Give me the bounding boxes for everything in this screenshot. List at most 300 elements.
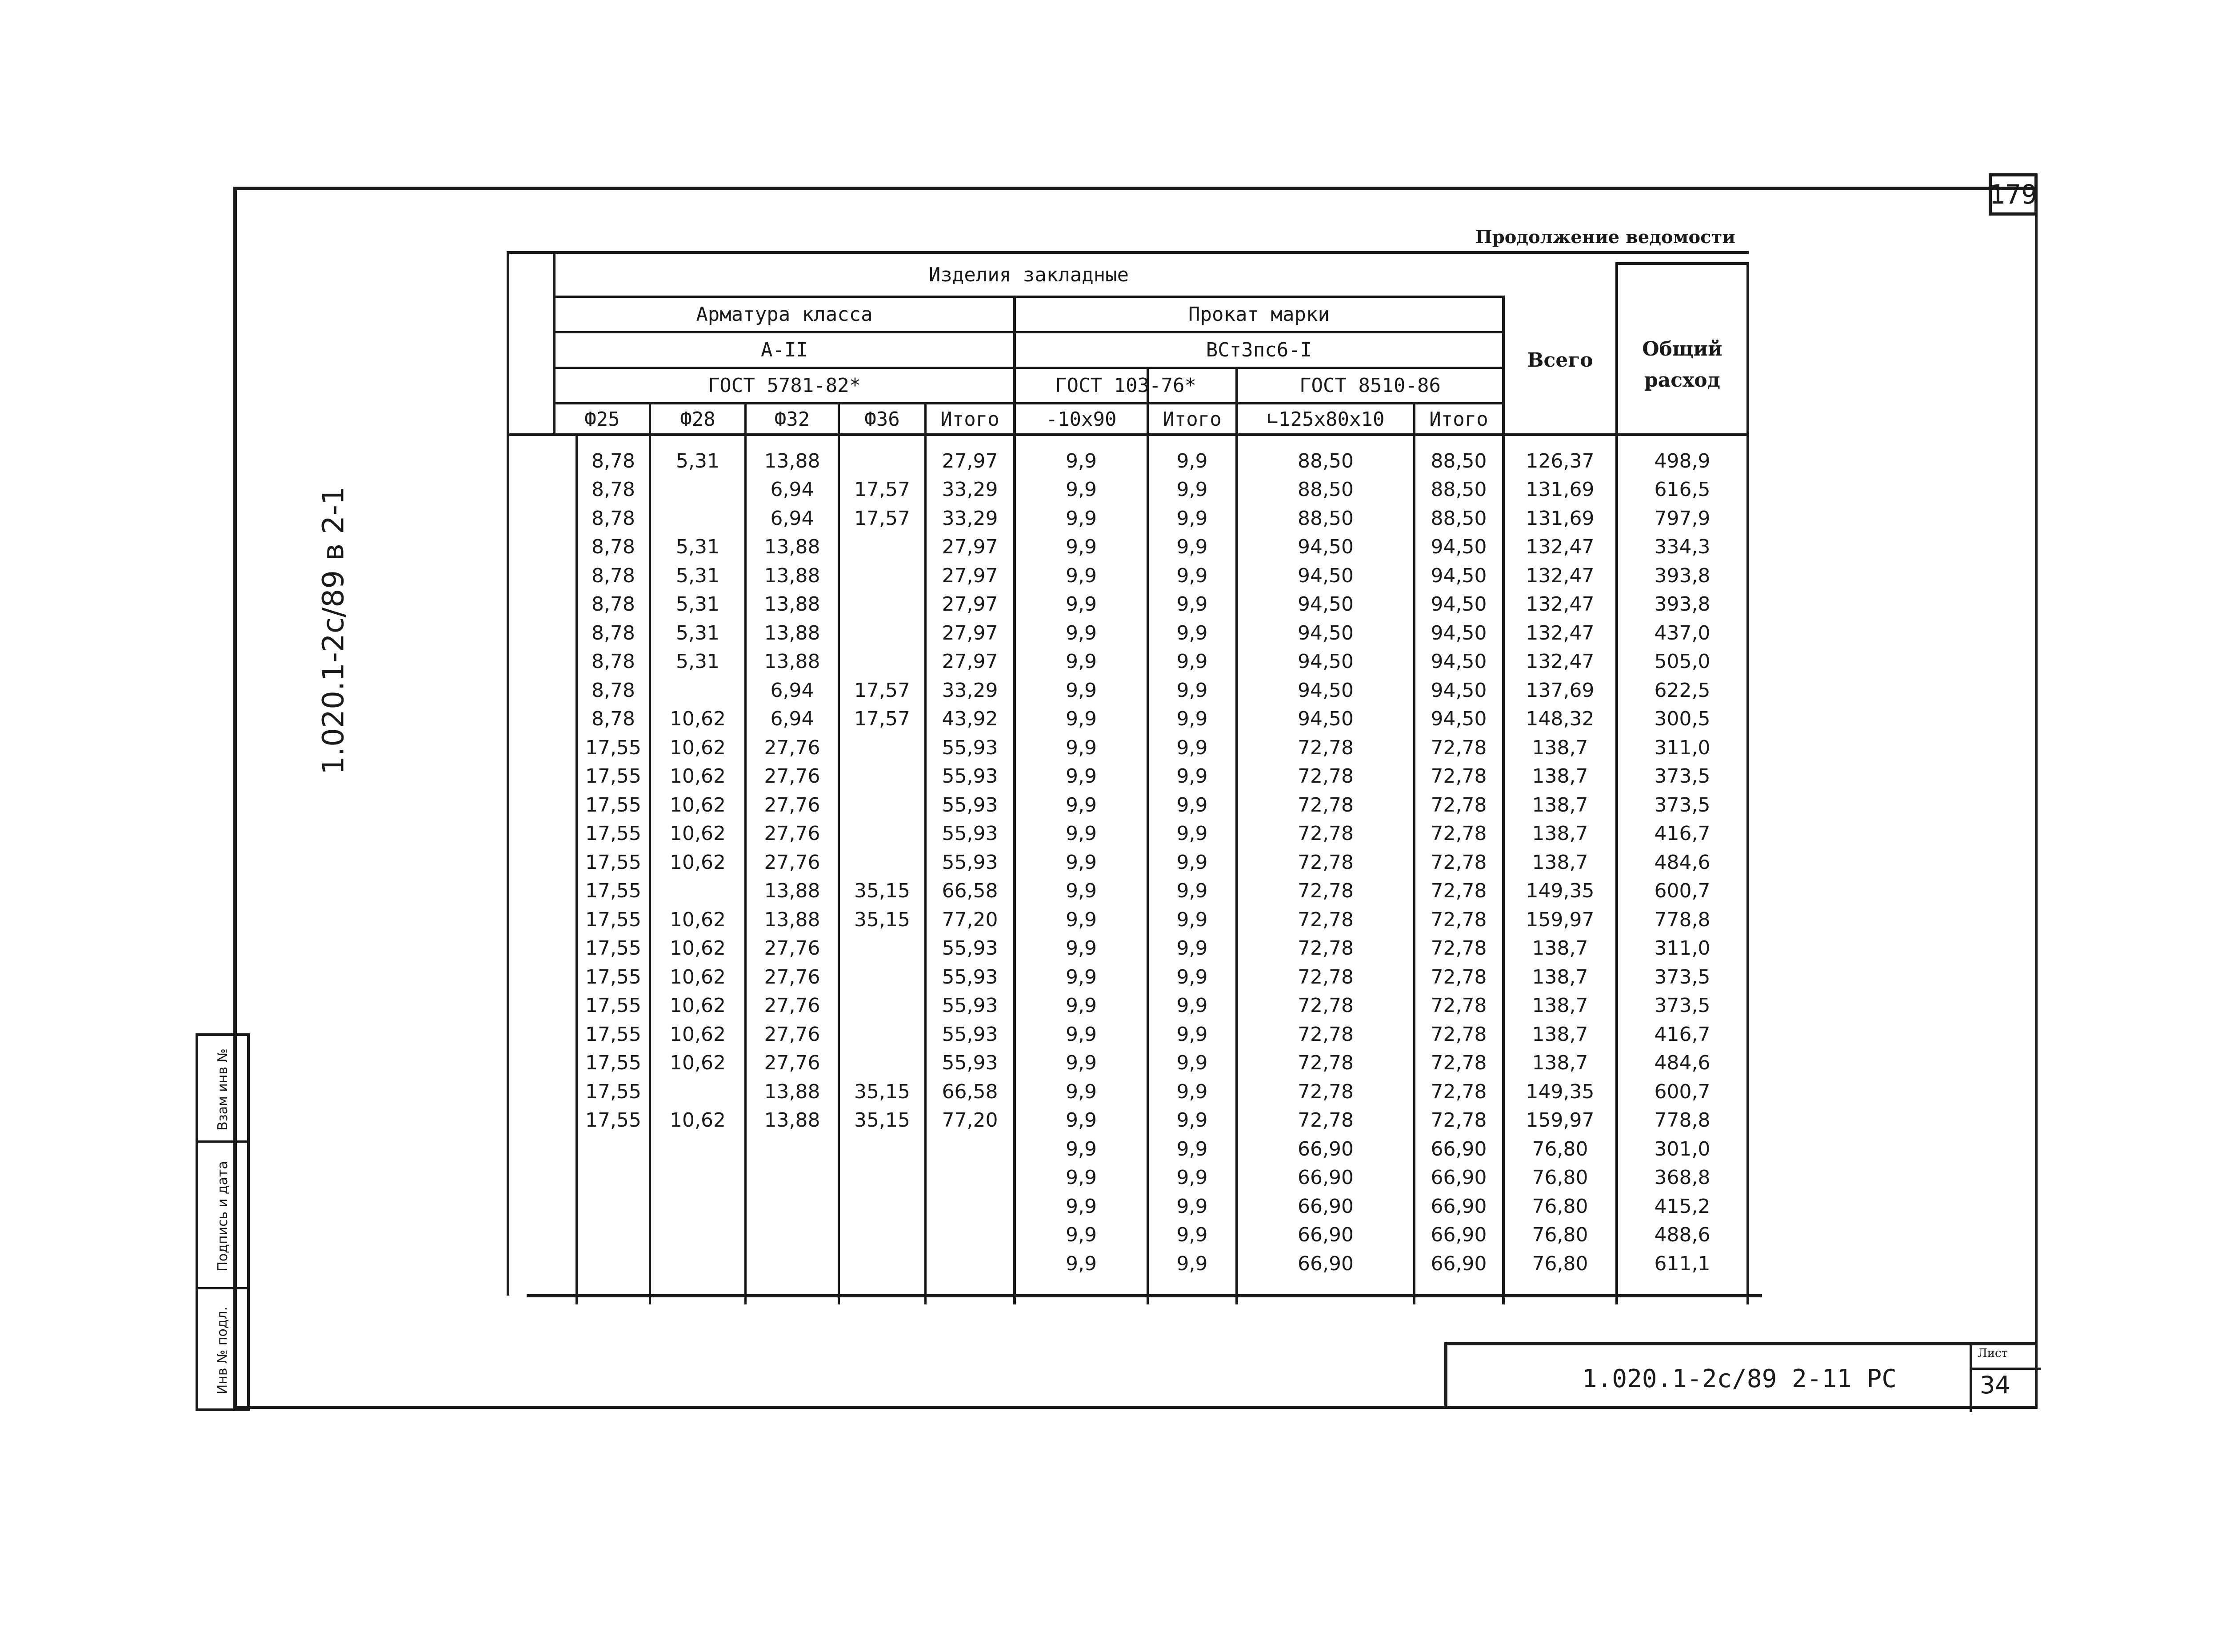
table-cell: 9,9 xyxy=(1176,1080,1208,1103)
table-cell: 55,93 xyxy=(942,765,998,788)
table-cell: 778,8 xyxy=(1654,908,1710,931)
table-cell: 126,37 xyxy=(1526,449,1595,472)
table-cell: 72,78 xyxy=(1298,937,1354,960)
table-cell xyxy=(651,1135,744,1164)
table-cell: 55,93 xyxy=(942,851,998,874)
table-cell: 131,69 xyxy=(1526,478,1595,501)
table-cell: 76,80 xyxy=(1532,1166,1588,1189)
table-cell xyxy=(840,619,924,648)
table-cell: 373,5 xyxy=(1654,965,1710,988)
table-cell: 9,9 xyxy=(1066,1166,1097,1189)
table-cell: 33,29 xyxy=(942,679,998,702)
table-cell: 9,9 xyxy=(1176,679,1208,702)
table-cell: 9,9 xyxy=(1066,1224,1097,1247)
table-cell: 72,78 xyxy=(1431,908,1487,931)
table-right-border xyxy=(1746,262,1749,1304)
table-cell: 9,9 xyxy=(1066,1195,1097,1218)
table-cell: 138,7 xyxy=(1532,1052,1588,1075)
stamp-podpis-data xyxy=(198,1140,247,1289)
table-cell: 149,35 xyxy=(1526,880,1595,903)
header-vsego: Всего xyxy=(1527,348,1593,372)
table-cell: 66,58 xyxy=(942,1080,998,1103)
table-cell: 55,93 xyxy=(942,1052,998,1075)
table-cell: 35,15 xyxy=(854,1109,910,1132)
table-cell: 72,78 xyxy=(1431,1023,1487,1046)
table-cell: 55,93 xyxy=(942,994,998,1017)
table-cell: 9,9 xyxy=(1176,1052,1208,1075)
header-gost-a: ГОСТ 103-76* xyxy=(1055,374,1196,397)
table-cell: 6,94 xyxy=(770,679,814,702)
table-cell: 334,3 xyxy=(1654,536,1710,559)
title-block-sheet-rule xyxy=(1970,1368,2041,1370)
table-cell: 17,55 xyxy=(585,937,641,960)
table-cell: 416,7 xyxy=(1654,1023,1710,1046)
table-cell: 600,7 xyxy=(1654,1080,1710,1103)
table-cell: 10,62 xyxy=(670,1109,726,1132)
table-cell: 72,78 xyxy=(1431,736,1487,759)
table-cell: 72,78 xyxy=(1431,1109,1487,1132)
table-cell xyxy=(578,1221,649,1250)
header-gost-b: ГОСТ 8510-86 xyxy=(1299,374,1441,397)
table-cell: 13,88 xyxy=(764,1109,820,1132)
table-cell: 88,50 xyxy=(1298,449,1354,472)
table-cell: 9,9 xyxy=(1176,593,1208,616)
table-cell: 66,90 xyxy=(1431,1137,1487,1160)
table-cell xyxy=(651,504,744,533)
sheet-number: 34 xyxy=(1980,1371,2010,1399)
table-cell: 8,78 xyxy=(591,593,635,616)
table-cell: 35,15 xyxy=(854,880,910,903)
table-cell: 66,90 xyxy=(1431,1224,1487,1247)
table-cell: 13,88 xyxy=(764,564,820,587)
stamp-vzam-inv-label: Взам инв № xyxy=(215,1048,231,1131)
table-cell xyxy=(747,1135,838,1164)
table-cell: 9,9 xyxy=(1176,1109,1208,1132)
table-cell: 94,50 xyxy=(1431,536,1487,559)
table-cell: 138,7 xyxy=(1532,1023,1588,1046)
table-cell: 488,6 xyxy=(1654,1224,1710,1247)
table-cell: 72,78 xyxy=(1298,1052,1354,1075)
table-cell xyxy=(840,992,924,1020)
table-cell: 9,9 xyxy=(1066,708,1097,731)
table-cell: 27,76 xyxy=(764,736,820,759)
table-cell: 6,94 xyxy=(770,507,814,530)
table-cell: 616,5 xyxy=(1654,478,1710,501)
table-cell: 131,69 xyxy=(1526,507,1595,530)
table-cell: 484,6 xyxy=(1654,1052,1710,1075)
table-cell: 72,78 xyxy=(1298,1023,1354,1046)
table-cell: 13,88 xyxy=(764,621,820,644)
col-head-itogo-1: Итого xyxy=(940,408,999,431)
table-cell: 13,88 xyxy=(764,536,820,559)
table-cell xyxy=(927,1135,1013,1164)
table-cell: 9,9 xyxy=(1066,593,1097,616)
col-head-strip: -10х90 xyxy=(1046,408,1117,431)
table-cell: 9,9 xyxy=(1066,507,1097,530)
page-number: 179 xyxy=(1989,173,2038,216)
table-cell: 778,8 xyxy=(1654,1109,1710,1132)
table-cell: 8,78 xyxy=(591,621,635,644)
table-cell xyxy=(840,1249,924,1278)
table-cell: 9,9 xyxy=(1066,937,1097,960)
table-cell: 138,7 xyxy=(1532,937,1588,960)
table-cell: 132,47 xyxy=(1526,650,1595,673)
table-cell: 8,78 xyxy=(591,679,635,702)
table-cell: 9,9 xyxy=(1176,1166,1208,1189)
table-cell: 66,90 xyxy=(1298,1137,1354,1160)
table-cell: 27,76 xyxy=(764,994,820,1017)
table-cell: 373,5 xyxy=(1654,765,1710,788)
table-cell: 77,20 xyxy=(942,1109,998,1132)
table-cell: 132,47 xyxy=(1526,536,1595,559)
table-cell: 72,78 xyxy=(1431,880,1487,903)
table-cell: 9,9 xyxy=(1066,736,1097,759)
table-cell: 94,50 xyxy=(1298,564,1354,587)
table-cell: 9,9 xyxy=(1066,1137,1097,1160)
title-block-divider xyxy=(1970,1345,1972,1412)
stamp-podpis-data-label: Подпись и дата xyxy=(215,1160,231,1272)
table-cell xyxy=(840,733,924,762)
table-cell: 6,94 xyxy=(770,708,814,731)
table-cell: 9,9 xyxy=(1066,1252,1097,1275)
table-cell: 132,47 xyxy=(1526,593,1595,616)
table-cell: 27,97 xyxy=(942,650,998,673)
table-cell: 137,69 xyxy=(1526,679,1595,702)
table-cell: 9,9 xyxy=(1176,1023,1208,1046)
table-cell: 88,50 xyxy=(1298,478,1354,501)
table-cell: 72,78 xyxy=(1298,1109,1354,1132)
table-cell: 27,97 xyxy=(942,564,998,587)
table-cell: 94,50 xyxy=(1431,708,1487,731)
table-cell: 55,93 xyxy=(942,736,998,759)
table-cell: 138,7 xyxy=(1532,822,1588,845)
table-cell: 5,31 xyxy=(676,621,719,644)
table-cell: 13,88 xyxy=(764,449,820,472)
table-cell xyxy=(651,676,744,705)
table-cell: 8,78 xyxy=(591,536,635,559)
table-cell: 373,5 xyxy=(1654,793,1710,816)
table-cell: 66,90 xyxy=(1298,1195,1354,1218)
table-cell: 301,0 xyxy=(1654,1137,1710,1160)
table-cell xyxy=(840,1164,924,1192)
table-cell xyxy=(747,1221,838,1250)
table-cell: 10,62 xyxy=(670,708,726,731)
sheet-label: Лист xyxy=(1978,1347,2008,1360)
table-cell: 138,7 xyxy=(1532,965,1588,988)
table-cell: 9,9 xyxy=(1176,536,1208,559)
table-cell: 9,9 xyxy=(1066,1080,1097,1103)
header-rashod: расход xyxy=(1644,368,1720,392)
table-cell: 797,9 xyxy=(1654,507,1710,530)
table-cell: 9,9 xyxy=(1066,1109,1097,1132)
table-cell: 27,97 xyxy=(942,593,998,616)
table-cell: 5,31 xyxy=(676,536,719,559)
table-cell xyxy=(840,533,924,562)
document-code: 1.020.1-2с/89 2-11 РС xyxy=(1582,1364,1897,1393)
table-cell: 6,94 xyxy=(770,478,814,501)
table-cell xyxy=(747,1192,838,1221)
header-embedded-items: Изделия закладные xyxy=(928,264,1129,286)
table-cell: 9,9 xyxy=(1176,507,1208,530)
table-cell: 27,76 xyxy=(764,1052,820,1075)
table-cell: 8,78 xyxy=(591,564,635,587)
table-cell: 94,50 xyxy=(1431,679,1487,702)
table-cell: 10,62 xyxy=(670,851,726,874)
table-cell: 9,9 xyxy=(1176,449,1208,472)
table-cell: 76,80 xyxy=(1532,1195,1588,1218)
table-cell: 94,50 xyxy=(1431,593,1487,616)
table-cell: 9,9 xyxy=(1066,908,1097,931)
table-cell: 8,78 xyxy=(591,650,635,673)
table-cell: 17,55 xyxy=(585,1109,641,1132)
table-cell xyxy=(747,1164,838,1192)
table-cell: 5,31 xyxy=(676,650,719,673)
side-document-code: 1.020.1-2с/89 в 2-1 xyxy=(316,486,351,775)
table-cell: 17,55 xyxy=(585,1052,641,1075)
table-cell: 72,78 xyxy=(1298,793,1354,816)
table-cell: 17,55 xyxy=(585,994,641,1017)
table-cell: 17,55 xyxy=(585,1023,641,1046)
table-cell: 9,9 xyxy=(1176,1137,1208,1160)
table-cell: 72,78 xyxy=(1431,851,1487,874)
table-cell: 94,50 xyxy=(1431,650,1487,673)
table-cell: 9,9 xyxy=(1176,765,1208,788)
table-cell: 17,55 xyxy=(585,736,641,759)
table-cell: 10,62 xyxy=(670,1052,726,1075)
table-cell: 9,9 xyxy=(1066,679,1097,702)
table-cell xyxy=(927,1249,1013,1278)
table-cell: 9,9 xyxy=(1176,965,1208,988)
table-cell: 393,8 xyxy=(1654,564,1710,587)
table-cell: 66,58 xyxy=(942,880,998,903)
table-cell: 368,8 xyxy=(1654,1166,1710,1189)
table-cell: 72,78 xyxy=(1298,908,1354,931)
table-cell: 9,9 xyxy=(1176,908,1208,931)
table-cell: 138,7 xyxy=(1532,736,1588,759)
header-prokat-marka: ВСт3пс6-I xyxy=(1206,339,1312,361)
table-cell: 94,50 xyxy=(1431,564,1487,587)
table-cell: 72,78 xyxy=(1298,765,1354,788)
table-cell xyxy=(840,561,924,590)
table-cell: 55,93 xyxy=(942,793,998,816)
table-cell: 9,9 xyxy=(1066,478,1097,501)
table-cell: 9,9 xyxy=(1066,880,1097,903)
table-cell: 10,62 xyxy=(670,965,726,988)
table-cell xyxy=(651,1221,744,1250)
table-cell: 132,47 xyxy=(1526,564,1595,587)
table-cell xyxy=(840,848,924,877)
table-cell: 17,57 xyxy=(854,507,910,530)
table-cell: 9,9 xyxy=(1176,736,1208,759)
table-cell: 35,15 xyxy=(854,1080,910,1103)
table-cell: 72,78 xyxy=(1298,851,1354,874)
table-cell: 437,0 xyxy=(1654,621,1710,644)
table-cell: 72,78 xyxy=(1431,937,1487,960)
table-cell: 149,35 xyxy=(1526,1080,1595,1103)
table-cell: 9,9 xyxy=(1176,650,1208,673)
table-cell: 13,88 xyxy=(764,880,820,903)
table-cell xyxy=(840,1221,924,1250)
table-cell: 13,88 xyxy=(764,908,820,931)
table-cell xyxy=(840,934,924,963)
table-cell: 55,93 xyxy=(942,965,998,988)
side-stamp xyxy=(196,1033,250,1411)
table-cell: 9,9 xyxy=(1066,994,1097,1017)
table-bottom-border xyxy=(527,1294,1762,1297)
table-cell xyxy=(840,1135,924,1164)
table-cell: 9,9 xyxy=(1176,708,1208,731)
table-cell: 66,90 xyxy=(1298,1166,1354,1189)
table-cell: 88,50 xyxy=(1431,478,1487,501)
table-cell: 13,88 xyxy=(764,650,820,673)
table-cell: 94,50 xyxy=(1298,679,1354,702)
table-cell: 33,29 xyxy=(942,507,998,530)
table-cell xyxy=(651,1192,744,1221)
table-cell: 159,97 xyxy=(1526,1109,1595,1132)
table-cell: 9,9 xyxy=(1066,793,1097,816)
table-cell: 10,62 xyxy=(670,793,726,816)
table-cell: 27,97 xyxy=(942,621,998,644)
table-cell: 10,62 xyxy=(670,822,726,845)
table-cell xyxy=(578,1192,649,1221)
table-cell: 300,5 xyxy=(1654,708,1710,731)
header-armatura: Арматура класса xyxy=(696,303,873,326)
table-cell: 9,9 xyxy=(1066,851,1097,874)
table-cell: 9,9 xyxy=(1066,564,1097,587)
table-cell: 27,97 xyxy=(942,449,998,472)
header-armatura-class: А-II xyxy=(761,339,808,361)
table-cell: 27,76 xyxy=(764,851,820,874)
table-cell: 72,78 xyxy=(1431,1052,1487,1075)
table-cell xyxy=(840,1020,924,1049)
table-cell: 27,76 xyxy=(764,793,820,816)
table-cell: 8,78 xyxy=(591,478,635,501)
table-cell: 43,92 xyxy=(942,708,998,731)
table-cell: 76,80 xyxy=(1532,1137,1588,1160)
table-cell: 9,9 xyxy=(1176,937,1208,960)
table-cell: 35,15 xyxy=(854,908,910,931)
table-cell: 72,78 xyxy=(1298,736,1354,759)
table-cell xyxy=(651,1249,744,1278)
table-cell: 66,90 xyxy=(1431,1166,1487,1189)
table-cell: 484,6 xyxy=(1654,851,1710,874)
table-cell: 33,29 xyxy=(942,478,998,501)
table-cell: 17,55 xyxy=(585,908,641,931)
table-cell: 10,62 xyxy=(670,994,726,1017)
table-cell: 311,0 xyxy=(1654,736,1710,759)
table-cell: 88,50 xyxy=(1431,507,1487,530)
table-cell xyxy=(840,820,924,848)
table-cell: 10,62 xyxy=(670,1023,726,1046)
table-cell: 72,78 xyxy=(1431,1080,1487,1103)
table-cell: 9,9 xyxy=(1066,765,1097,788)
table-cell: 8,78 xyxy=(591,507,635,530)
table-cell: 88,50 xyxy=(1298,507,1354,530)
table-cell: 72,78 xyxy=(1298,994,1354,1017)
table-cell: 27,76 xyxy=(764,822,820,845)
stamp-inv-podl-label: Инв № подл. xyxy=(215,1306,231,1395)
table-cell: 27,76 xyxy=(764,965,820,988)
table-cell: 72,78 xyxy=(1298,822,1354,845)
table-cell xyxy=(578,1249,649,1278)
table-cell: 76,80 xyxy=(1532,1252,1588,1275)
col-head-f25: Ф25 xyxy=(584,408,620,431)
table-cell: 72,78 xyxy=(1431,965,1487,988)
table-cell xyxy=(840,590,924,619)
table-cell: 17,57 xyxy=(854,708,910,731)
table-cell: 17,55 xyxy=(585,1080,641,1103)
table-cell xyxy=(840,447,924,476)
continuation-title: Продолжение ведомости xyxy=(1475,227,1735,248)
table-cell: 9,9 xyxy=(1066,1052,1097,1075)
table-cell: 9,9 xyxy=(1176,822,1208,845)
table-cell: 27,76 xyxy=(764,1023,820,1046)
table-cell: 27,76 xyxy=(764,937,820,960)
table-cell: 10,62 xyxy=(670,937,726,960)
table-cell: 55,93 xyxy=(942,1023,998,1046)
table-cell: 72,78 xyxy=(1298,1080,1354,1103)
table-cell: 9,9 xyxy=(1176,478,1208,501)
table-cell: 5,31 xyxy=(676,593,719,616)
table-cell: 622,5 xyxy=(1654,679,1710,702)
table-cell xyxy=(651,1164,744,1192)
table-cell: 9,9 xyxy=(1066,621,1097,644)
table-cell xyxy=(840,1049,924,1078)
header-armatura-gost: ГОСТ 5781-82* xyxy=(707,374,861,397)
table-cell: 72,78 xyxy=(1298,880,1354,903)
header-obshiy: Общий xyxy=(1642,337,1722,360)
table-cell: 611,1 xyxy=(1654,1252,1710,1275)
table-cell xyxy=(927,1192,1013,1221)
table-cell xyxy=(578,1135,649,1164)
table-cell: 138,7 xyxy=(1532,851,1588,874)
table-cell: 72,78 xyxy=(1431,793,1487,816)
table-cell: 138,7 xyxy=(1532,994,1588,1017)
stamp-inv-podl xyxy=(198,1287,247,1412)
table-cell: 5,31 xyxy=(676,564,719,587)
table-cell: 415,2 xyxy=(1654,1195,1710,1218)
table-cell: 416,7 xyxy=(1654,822,1710,845)
table-cell: 66,90 xyxy=(1431,1252,1487,1275)
table-cell: 27,76 xyxy=(764,765,820,788)
table-cell: 9,9 xyxy=(1066,536,1097,559)
table-cell: 138,7 xyxy=(1532,765,1588,788)
table-cell: 10,62 xyxy=(670,908,726,931)
table-cell: 9,9 xyxy=(1176,1252,1208,1275)
table-cell: 9,9 xyxy=(1176,880,1208,903)
table-cell: 88,50 xyxy=(1431,449,1487,472)
table-cell: 9,9 xyxy=(1066,449,1097,472)
col-head-itogo-3: Итого xyxy=(1429,408,1488,431)
table-cell: 9,9 xyxy=(1066,822,1097,845)
table-cell: 17,57 xyxy=(854,679,910,702)
table-cell xyxy=(927,1221,1013,1250)
table-cell xyxy=(651,877,744,906)
table-left-border xyxy=(507,251,509,1296)
table-cell xyxy=(651,476,744,504)
table-cell: 13,88 xyxy=(764,593,820,616)
col-head-itogo-2: Итого xyxy=(1163,408,1222,431)
table-cell: 55,93 xyxy=(942,937,998,960)
table-cell: 17,55 xyxy=(585,880,641,903)
table-cell: 17,55 xyxy=(585,851,641,874)
table-cell: 9,9 xyxy=(1176,1224,1208,1247)
table-cell xyxy=(651,1077,744,1106)
table-cell: 9,9 xyxy=(1176,793,1208,816)
table-cell: 72,78 xyxy=(1431,822,1487,845)
table-cell: 17,55 xyxy=(585,765,641,788)
table-cell xyxy=(840,791,924,820)
